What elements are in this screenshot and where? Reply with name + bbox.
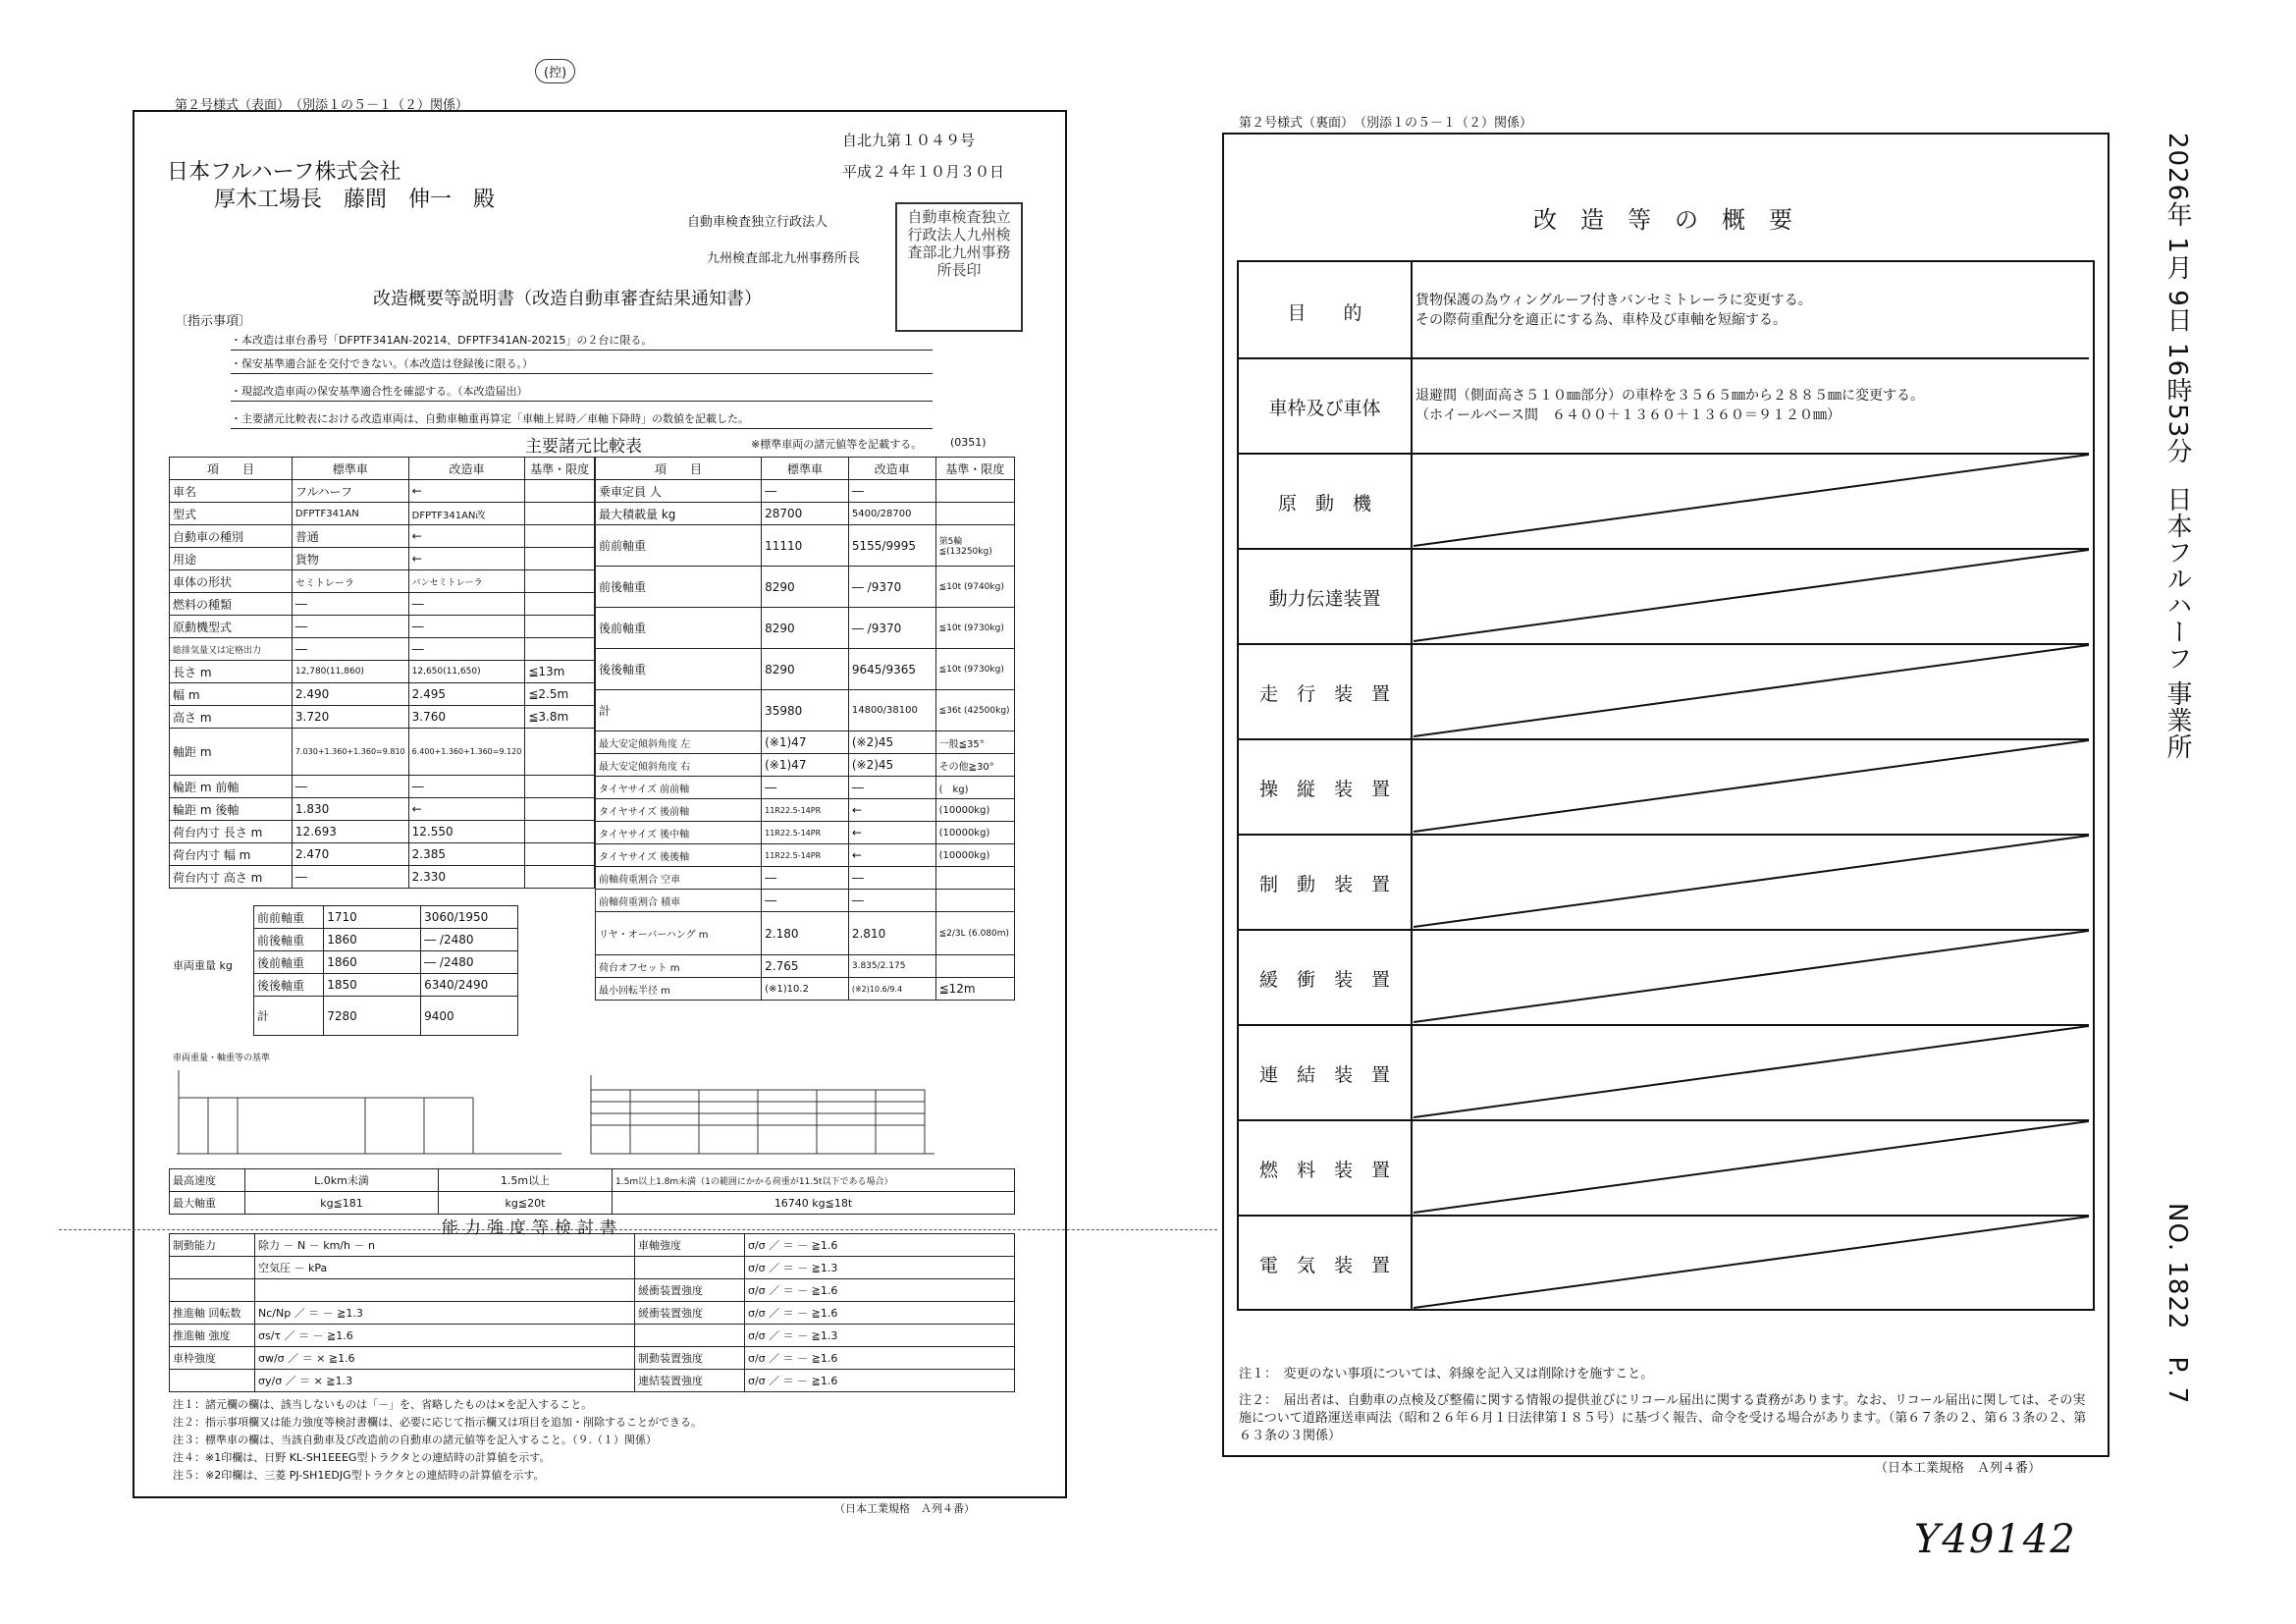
footnote: 注２：指示事項欄又は能力強度等検討書欄は、必要に応じて指示欄又は項目を追加・削除することができる。 — [173, 1416, 702, 1429]
table-row: 最高速度 L.0km未満 1.5m以上 1.5m以上1.8m未満（1の範囲にかかる荷重が11.5t以下である場合） — [170, 1169, 1015, 1192]
addressee-person: 厚木工場長 藤間 伸一 殿 — [214, 188, 496, 212]
header-limit: 基準・限度 — [935, 458, 1014, 480]
strike-diagonal — [1414, 929, 2089, 1024]
handwritten-id: Y49142 — [1914, 1517, 2077, 1562]
right-paper-spec: （日本工業規格 Ａ列４番） — [1875, 1461, 2042, 1476]
summary-row-label: 目 的 — [1287, 301, 1362, 324]
summary-row-label: 連 結 装 置 — [1258, 1063, 1390, 1086]
summary-row-label: 緩 衝 装 置 — [1258, 968, 1390, 991]
table-row: 車枠強度 σw/σ ／ ＝ × ≧1.6 制動装置強度 σ/σ ／ ＝ － ≧1.6 — [170, 1347, 1015, 1370]
summary-row-content: 退避間（側面高さ５１０㎜部分）の車枠を３５６５㎜から２８８５㎜に変更する。 — [1415, 388, 1924, 404]
table-row: 荷台内寸 高さ m ― 2.330 — [170, 866, 595, 889]
table-row: タイヤサイズ 後後軸 11R22.5-14PR ← (10000kg) — [596, 844, 1015, 867]
table-row: タイヤサイズ 前前軸 ― ― ( kg) — [596, 777, 1015, 799]
fold-line — [59, 1229, 1217, 1230]
summary-row-label: 燃 料 装 置 — [1258, 1159, 1390, 1181]
summary-row-label: 操 縦 装 置 — [1258, 778, 1390, 800]
table-row: 前後軸重 8290 ― /9370 ≦10t (9740kg) — [596, 567, 1015, 608]
table-row: σy/σ ／ ＝ × ≧1.3 連結装置強度 σ/σ ／ ＝ － ≧1.6 — [170, 1370, 1015, 1392]
strike-line — [1414, 1121, 2089, 1213]
issuer-line1: 自動車検査独立行政法人 — [687, 215, 828, 230]
table-row: 前前軸重 1710 3060/1950 — [254, 906, 518, 929]
top-badge: (控) — [535, 59, 575, 83]
table-row: リヤ・オーバーハング m 2.180 2.810 ≦2/3L (6.080m) — [596, 912, 1015, 955]
official-seal — [895, 202, 1023, 332]
table-row: 後後軸重 1850 6340/2490 — [254, 974, 518, 997]
footnote: 注４：※1印欄は、日野 KL-SH1EEEG型トラクタとの連結時の計算値を示す。 — [173, 1451, 551, 1464]
table-row: 最大安定傾斜角度 左 (※1)47 (※2)45 一般≦35° — [596, 731, 1015, 754]
comparison-note: ※標準車両の諸元値等を記載する。 — [751, 438, 923, 451]
summary-row-label: 電 気 装 置 — [1258, 1254, 1390, 1276]
table-row: 車体の形状 セミトレーラ バンセミトレーラ — [170, 570, 595, 593]
comparison-title: 主要諸元比較表 — [525, 437, 642, 457]
table-row: 総排気量又は定格出力 ― ― — [170, 638, 595, 661]
footnote: 注１：諸元欄の欄は、該当しないものは「－」を、省略したものは×を記入すること。 — [173, 1398, 593, 1411]
instruction-item: ・主要諸元比較表における改造車両は、自動車軸重再算定「車軸上昇時／車軸下降時」の数値を記載した。 — [231, 412, 749, 425]
header-limit: 基準・限度 — [525, 458, 595, 480]
strike-line — [1414, 931, 2089, 1022]
strike-line — [1414, 740, 2089, 832]
table-row: タイヤサイズ 後前軸 11R22.5-14PR ← (10000kg) — [596, 799, 1015, 822]
table-row: 長さ m 12,780(11,860) 12,650(11,650) ≦13m — [170, 661, 595, 683]
left-paper-spec: （日本工業規格 Ａ列４番） — [834, 1502, 975, 1515]
issuer-line2: 九州検査部北九州事務所長 — [707, 251, 861, 266]
doc-number: 自北九第１０４９号 — [842, 132, 976, 149]
strike-line — [1414, 836, 2089, 927]
summary-row-label: 車枠及び車体 — [1268, 397, 1381, 419]
table-row: 原動機型式 ― ― — [170, 616, 595, 638]
header-mod: 改造車 — [408, 458, 525, 480]
strike-diagonal — [1414, 453, 2089, 548]
left-form-header: 第２号様式（表面） （別添１の５－１（２）関係） — [175, 98, 469, 113]
table-row: 緩衝装置強度 σ/σ ／ ＝ － ≧1.6 — [170, 1279, 1015, 1302]
summary-row-content: （ホイールベース間 ６４００＋１３６０＋１３６０＝９１２０㎜） — [1415, 407, 1842, 423]
note: 注２： 届出者は、自動車の点検及び整備に関する情報の提供並びにリコール届出に関する責務があります。なお、リコール届出に関しては、その実施について道路運送車両法（昭和２６年６月１日法律第１８５号）に基づく報告、命令を受ける場合があります。（第６７条の２、第６３条の２、第６３条の３関係） — [1239, 1393, 2087, 1443]
strike-line — [1414, 1026, 2089, 1117]
strike-diagonal — [1414, 643, 2089, 738]
header-std: 標準車 — [292, 458, 408, 480]
header-mod: 改造車 — [848, 458, 935, 480]
summary-row-label: 動力伝達装置 — [1268, 587, 1381, 610]
diagram-title: 車両重量・軸重等の基準 — [173, 1054, 271, 1063]
instruction-item: ・本改造は車台番号「DFPTF341AN-20214、DFPTF341AN-20215」の２台に限る。 — [231, 334, 653, 347]
table-row: 計 35980 14800/38100 ≦36t (42500kg) — [596, 690, 1015, 731]
instruction-item: ・保安基準適合証を交付できない。（本改造は登録後に限る。） — [231, 357, 533, 370]
strike-line — [1414, 1217, 2089, 1308]
table-row: 最大積載量 kg 28700 5400/28700 — [596, 503, 1015, 525]
table-row: 荷台オフセット m 2.765 3.835/2.175 — [596, 955, 1015, 978]
table-row: 輪距 m 後軸 1.830 ← — [170, 798, 595, 821]
strike-diagonal — [1414, 834, 2089, 929]
table-row: 高さ m 3.720 3.760 ≦3.8m — [170, 706, 595, 729]
summary-row-label: 原 動 機 — [1277, 492, 1371, 514]
table-row: 乗車定員 人 ― ― — [596, 480, 1015, 503]
comparison-code: (0351) — [950, 436, 987, 449]
table-row: 最大軸重 kg≦181 kg≦20t 16740 kg≦18t — [170, 1192, 1015, 1215]
table-row: 前軸荷重割合 積車 ― ― — [596, 890, 1015, 912]
table-row: 推進軸 強度 σs/τ ／ ＝ － ≧1.6 σ/σ ／ ＝ － ≧1.3 — [170, 1325, 1015, 1347]
doc-date: 平成２４年１０月３０日 — [842, 163, 1005, 181]
spec-table-left — [169, 457, 595, 889]
fax-timestamp: 2026年 1月 9日 16時53分 — [2163, 133, 2192, 465]
instruction-item: ・現認改造車両の保安基準適合性を確認する。（本改造届出） — [231, 385, 528, 398]
summary-row-label: 制 動 装 置 — [1258, 873, 1390, 895]
table-row: 後前軸重 1860 ― /2480 — [254, 951, 518, 974]
table-row: 前前軸重 11110 5155/9995 第5輪 ≦(13250kg) — [596, 525, 1015, 567]
table-row: 前後軸重 1860 ― /2480 — [254, 929, 518, 951]
instructions-label: 〔指示事項〕 — [175, 314, 252, 329]
calc-table — [169, 1233, 1015, 1392]
addressee-company: 日本フルハーフ株式会社 — [167, 160, 401, 185]
footnote: 注３：標準車の欄は、当該自動車及び改造前の自動車の諸元値等を記入すること。（９.（１）関係） — [173, 1434, 657, 1446]
table-row: 荷台内寸 長さ m 12.693 12.550 — [170, 821, 595, 843]
summary-row-label: 走 行 装 置 — [1258, 682, 1390, 705]
strike-diagonal — [1414, 1024, 2089, 1119]
strike-diagonal — [1414, 548, 2089, 643]
table-row: 車名 フルハーフ ← — [170, 480, 595, 503]
document-title: 改造概要等説明書（改造自動車審査結果通知書） — [373, 289, 762, 309]
header-item: 項 目 — [170, 458, 293, 480]
axle-weight-diagram — [169, 1060, 1013, 1164]
strike-diagonal — [1414, 738, 2089, 834]
table-row: 用途 貨物 ← — [170, 548, 595, 570]
calc-title: 能力強度等検討書 — [442, 1218, 622, 1238]
strike-diagonal — [1414, 1119, 2089, 1215]
fax-sender: 日本フルハーフ 事業所 — [2163, 486, 2192, 761]
table-header-row — [596, 458, 1015, 480]
right-title: 改 造 等 の 概 要 — [1533, 206, 1792, 234]
table-row: 計 7280 9400 — [254, 997, 518, 1036]
summary-row-content: 貨物保護の為ウィングルーフ付きバンセミトレーラに変更する。 — [1415, 293, 1812, 308]
table-header-row — [170, 458, 595, 480]
header-std: 標準車 — [762, 458, 849, 480]
table-row: 後前軸重 8290 ― /9370 ≦10t (9730kg) — [596, 608, 1015, 649]
fax-page-number: NO. 1822 P. 7 — [2163, 1203, 2192, 1405]
table-row: 空気圧 － kPa σ/σ ／ ＝ － ≧1.3 — [170, 1257, 1015, 1279]
curb-weight-label: 車両重量 kg — [173, 959, 233, 972]
table-row: 燃料の種類 ― ― — [170, 593, 595, 616]
right-form-header: 第２号様式（裏面） （別添１の５－１（２）関係） — [1239, 116, 1533, 131]
header-item: 項 目 — [596, 458, 762, 480]
table-row: 推進軸 回転数 Nc/Np ／ ＝ － ≧1.3 緩衝装置強度 σ/σ ／ ＝ － ≧1.6 — [170, 1302, 1015, 1325]
table-row: 最小回転半径 m (※1)10.2 (※2)10.6/9.4 ≦12m — [596, 978, 1015, 1001]
spec-table-right — [595, 457, 1015, 1001]
table-row: 自動車の種別 普通 ← — [170, 525, 595, 548]
curb-weight-table — [253, 905, 518, 1036]
table-row: タイヤサイズ 後中軸 11R22.5-14PR ← (10000kg) — [596, 822, 1015, 844]
note: 注１： 変更のない事項については、斜線を記入又は削除けを施すこと。 — [1239, 1367, 1654, 1381]
table-row: 荷台内寸 幅 m 2.470 2.385 — [170, 843, 595, 866]
table-row: 最大安定傾斜角度 右 (※1)47 (※2)45 その他≧30° — [596, 754, 1015, 777]
summary-row-content: その際荷重配分を適正にする為、車枠及び車軸を短縮する。 — [1415, 312, 1787, 328]
table-row: 軸距 m 7.030+1.360+1.360=9.810 6.400+1.360+1.360=9.120 — [170, 729, 595, 776]
table-row: 制動能力 除力 － N － km/h － n 車軸強度 σ/σ ／ ＝ － ≧1.6 — [170, 1234, 1015, 1257]
strike-line — [1414, 645, 2089, 736]
table-row: 前軸荷重割合 空車 ― ― — [596, 867, 1015, 890]
speed-weight-table — [169, 1168, 1015, 1215]
table-row: 輪距 m 前軸 ― ― — [170, 776, 595, 798]
seal-text: 自動車検査独立行政法人九州検査部北九州事務所長印 — [907, 208, 1011, 279]
footnote: 注５：※2印欄は、三菱 PJ-SH1EDJG型トラクタとの連結時の計算値を示す。 — [173, 1469, 545, 1482]
row-divider — [1239, 357, 2089, 359]
strike-diagonal — [1414, 1215, 2089, 1310]
table-row: 幅 m 2.490 2.495 ≦2.5m — [170, 683, 595, 706]
table-row: 型式 DFPTF341AN DFPTF341AN改 — [170, 503, 595, 525]
table-row: 後後軸重 8290 9645/9365 ≦10t (9730kg) — [596, 649, 1015, 690]
strike-line — [1414, 550, 2089, 641]
strike-line — [1414, 455, 2089, 546]
